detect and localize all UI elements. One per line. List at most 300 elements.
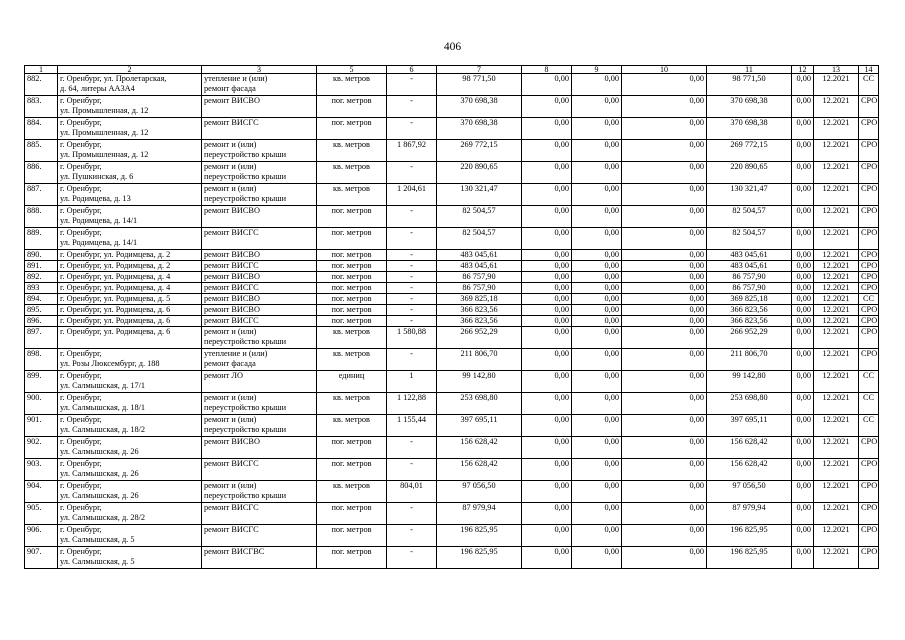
budget-cell: 0,00 xyxy=(572,305,622,316)
row-number-cell: 903. xyxy=(25,459,58,481)
local-budget-cell: 0,00 xyxy=(622,283,707,294)
work-type-cell-line: ремонт ВИСГВС xyxy=(204,547,265,556)
local-budget-cell: 0,00 xyxy=(622,525,707,547)
other-funds-cell: 0,00 xyxy=(792,96,814,118)
repair-schedule-table xyxy=(24,65,879,569)
other-funds-cell: 0,00 xyxy=(792,250,814,261)
address-cell xyxy=(58,206,202,228)
total-cost-cell: 156 628,42 xyxy=(437,459,522,481)
work-type-cell xyxy=(202,228,317,250)
deadline-cell: 12.2021 xyxy=(814,415,859,437)
budget-cell: 0,00 xyxy=(572,272,622,283)
other-funds-cell: 0,00 xyxy=(792,305,814,316)
fund-cell: 0,00 xyxy=(522,371,572,393)
address-cell-line: г. Оренбург, xyxy=(60,415,102,424)
method-cell: СС xyxy=(859,393,879,415)
other-funds-cell: 0,00 xyxy=(792,415,814,437)
work-type-cell-line: ремонт ВИСВО xyxy=(204,206,260,215)
table-row xyxy=(25,481,879,503)
budget-cell: 0,00 xyxy=(572,140,622,162)
unit-cell: пог. метров xyxy=(317,294,387,305)
table-row xyxy=(25,294,879,305)
address-cell xyxy=(58,349,202,371)
deadline-cell: 12.2021 xyxy=(814,96,859,118)
total-cost-cell: 483 045,61 xyxy=(437,261,522,272)
method-cell: СС xyxy=(859,74,879,96)
method-cell: СРО xyxy=(859,228,879,250)
fund-cell: 0,00 xyxy=(522,437,572,459)
row-number-cell: 902. xyxy=(25,437,58,459)
unit-cell: кв. метров xyxy=(317,162,387,184)
table-row xyxy=(25,162,879,184)
quantity-cell: - xyxy=(387,349,437,371)
table-row xyxy=(25,96,879,118)
address-cell xyxy=(58,261,202,272)
total-cost-cell: 156 628,42 xyxy=(437,437,522,459)
method-cell: СС xyxy=(859,294,879,305)
address-cell-line: г. Оренбург, ул. Родимцева, д. 5 xyxy=(60,294,171,303)
address-cell-line: ул. Салмышская, д. 18/2 xyxy=(60,425,146,434)
address-cell-line: г. Оренбург, xyxy=(60,547,102,556)
local-budget-cell: 0,00 xyxy=(622,140,707,162)
fund-cell: 0,00 xyxy=(522,547,572,569)
deadline-cell: 12.2021 xyxy=(814,349,859,371)
method-cell: СРО xyxy=(859,96,879,118)
unit-cell: кв. метров xyxy=(317,327,387,349)
owner-funds-cell: 82 504,57 xyxy=(707,228,792,250)
method-cell: СРО xyxy=(859,349,879,371)
local-budget-cell: 0,00 xyxy=(622,327,707,349)
work-type-cell-line: ремонт ВИСГС xyxy=(204,525,259,534)
local-budget-cell: 0,00 xyxy=(622,349,707,371)
unit-cell: пог. метров xyxy=(317,459,387,481)
unit-cell: пог. метров xyxy=(317,206,387,228)
method-cell: СРО xyxy=(859,140,879,162)
deadline-cell: 12.2021 xyxy=(814,305,859,316)
fund-cell: 0,00 xyxy=(522,283,572,294)
unit-cell: кв. метров xyxy=(317,184,387,206)
deadline-cell: 12.2021 xyxy=(814,261,859,272)
budget-cell: 0,00 xyxy=(572,327,622,349)
total-cost-cell: 97 056,50 xyxy=(437,481,522,503)
address-cell-line: г. Оренбург, xyxy=(60,206,102,215)
address-cell-line: г. Оренбург, xyxy=(60,371,102,380)
work-type-cell-line: ремонт фасада xyxy=(204,84,256,93)
address-cell-line: г. Оренбург, ул. Родимцева, д. 4 xyxy=(60,272,171,281)
method-cell: СРО xyxy=(859,250,879,261)
unit-cell: кв. метров xyxy=(317,481,387,503)
row-number-cell: 894. xyxy=(25,294,58,305)
local-budget-cell: 0,00 xyxy=(622,250,707,261)
work-type-cell xyxy=(202,96,317,118)
work-type-cell-line: утепление и (или) xyxy=(204,74,268,83)
unit-cell: единиц xyxy=(317,371,387,393)
unit-cell: пог. метров xyxy=(317,261,387,272)
other-funds-cell: 0,00 xyxy=(792,118,814,140)
row-number-cell: 884. xyxy=(25,118,58,140)
unit-cell: пог. метров xyxy=(317,437,387,459)
table-row xyxy=(25,305,879,316)
owner-funds-cell: 220 890,65 xyxy=(707,162,792,184)
local-budget-cell: 0,00 xyxy=(622,294,707,305)
deadline-cell: 12.2021 xyxy=(814,228,859,250)
row-number-cell: 889. xyxy=(25,228,58,250)
work-type-cell xyxy=(202,118,317,140)
address-cell-line: г. Оренбург, ул. Родимцева, д. 4 xyxy=(60,283,171,292)
other-funds-cell: 0,00 xyxy=(792,162,814,184)
fund-cell: 0,00 xyxy=(522,481,572,503)
local-budget-cell: 0,00 xyxy=(622,206,707,228)
other-funds-cell: 0,00 xyxy=(792,272,814,283)
owner-funds-cell: 366 823,56 xyxy=(707,305,792,316)
deadline-cell: 12.2021 xyxy=(814,547,859,569)
deadline-cell: 12.2021 xyxy=(814,503,859,525)
total-cost-cell: 266 952,29 xyxy=(437,327,522,349)
deadline-cell: 12.2021 xyxy=(814,283,859,294)
address-cell-line: г. Оренбург, xyxy=(60,393,102,402)
quantity-cell: - xyxy=(387,261,437,272)
owner-funds-cell: 97 056,50 xyxy=(707,481,792,503)
unit-cell: кв. метров xyxy=(317,393,387,415)
address-cell xyxy=(58,316,202,327)
work-type-cell-line: ремонт и (или) xyxy=(204,184,257,193)
owner-funds-cell: 130 321,47 xyxy=(707,184,792,206)
owner-funds-cell: 156 628,42 xyxy=(707,437,792,459)
method-cell: СРО xyxy=(859,316,879,327)
other-funds-cell: 0,00 xyxy=(792,74,814,96)
owner-funds-cell: 483 045,61 xyxy=(707,261,792,272)
table-row xyxy=(25,371,879,393)
work-type-cell-line: переустройство крыши xyxy=(204,491,287,500)
fund-cell: 0,00 xyxy=(522,305,572,316)
work-type-cell-line: ремонт и (или) xyxy=(204,162,257,171)
deadline-cell: 12.2021 xyxy=(814,184,859,206)
address-cell xyxy=(58,96,202,118)
method-cell: СРО xyxy=(859,525,879,547)
page-number: 406 xyxy=(443,41,462,53)
address-cell-line: ул. Пушкинская, д. 6 xyxy=(60,172,134,181)
deadline-cell: 12.2021 xyxy=(814,371,859,393)
owner-funds-cell: 366 823,56 xyxy=(707,316,792,327)
local-budget-cell: 0,00 xyxy=(622,459,707,481)
work-type-cell-line: переустройство крыши xyxy=(204,337,287,346)
row-number-cell: 900. xyxy=(25,393,58,415)
unit-cell: пог. метров xyxy=(317,118,387,140)
row-number-cell: 895. xyxy=(25,305,58,316)
table-row xyxy=(25,437,879,459)
total-cost-cell: 87 979,94 xyxy=(437,503,522,525)
column-number: 8 xyxy=(522,66,572,74)
row-number-cell: 891. xyxy=(25,261,58,272)
address-cell-line: г. Оренбург, ул. Родимцева, д. 2 xyxy=(60,261,171,270)
address-cell-line: ул. Родимцева, д. 14/1 xyxy=(60,238,138,247)
local-budget-cell: 0,00 xyxy=(622,503,707,525)
table-row xyxy=(25,250,879,261)
quantity-cell: 1 867,92 xyxy=(387,140,437,162)
quantity-cell: 804,01 xyxy=(387,481,437,503)
address-cell xyxy=(58,437,202,459)
address-cell-line: г. Оренбург, xyxy=(60,162,102,171)
fund-cell: 0,00 xyxy=(522,162,572,184)
address-cell-line: г. Оренбург, ул. Родимцева, д. 6 xyxy=(60,327,171,336)
address-cell xyxy=(58,305,202,316)
table-row xyxy=(25,525,879,547)
address-cell xyxy=(58,525,202,547)
row-number-cell: 885. xyxy=(25,140,58,162)
owner-funds-cell: 86 757,90 xyxy=(707,283,792,294)
quantity-cell: - xyxy=(387,228,437,250)
address-cell-line: г. Оренбург, ул. Родимцева, д. 6 xyxy=(60,316,171,325)
column-number: 12 xyxy=(792,66,814,74)
row-number-cell: 896. xyxy=(25,316,58,327)
column-number-row xyxy=(25,66,879,74)
address-cell-line: ул. Промышленная, д. 12 xyxy=(60,150,149,159)
row-number-cell: 886. xyxy=(25,162,58,184)
address-cell xyxy=(58,184,202,206)
other-funds-cell: 0,00 xyxy=(792,371,814,393)
address-cell xyxy=(58,228,202,250)
address-cell-line: ул. Салмышская, д. 18/1 xyxy=(60,403,146,412)
address-cell xyxy=(58,294,202,305)
work-type-cell-line: ремонт ВИСГС xyxy=(204,283,259,292)
total-cost-cell: 82 504,57 xyxy=(437,206,522,228)
local-budget-cell: 0,00 xyxy=(622,96,707,118)
column-number: 14 xyxy=(859,66,879,74)
table-row xyxy=(25,503,879,525)
address-cell-line: г. Оренбург, ул. Родимцева, д. 6 xyxy=(60,305,171,314)
address-cell xyxy=(58,371,202,393)
owner-funds-cell: 266 952,29 xyxy=(707,327,792,349)
deadline-cell: 12.2021 xyxy=(814,162,859,184)
unit-cell: пог. метров xyxy=(317,547,387,569)
other-funds-cell: 0,00 xyxy=(792,437,814,459)
total-cost-cell: 369 825,18 xyxy=(437,294,522,305)
quantity-cell: 1 204,61 xyxy=(387,184,437,206)
owner-funds-cell: 370 698,38 xyxy=(707,96,792,118)
budget-cell: 0,00 xyxy=(572,415,622,437)
work-type-cell-line: ремонт фасада xyxy=(204,359,256,368)
work-type-cell xyxy=(202,415,317,437)
owner-funds-cell: 397 695,11 xyxy=(707,415,792,437)
deadline-cell: 12.2021 xyxy=(814,118,859,140)
unit-cell: пог. метров xyxy=(317,96,387,118)
fund-cell: 0,00 xyxy=(522,74,572,96)
total-cost-cell: 86 757,90 xyxy=(437,272,522,283)
deadline-cell: 12.2021 xyxy=(814,316,859,327)
total-cost-cell: 82 504,57 xyxy=(437,228,522,250)
address-cell xyxy=(58,393,202,415)
fund-cell: 0,00 xyxy=(522,96,572,118)
method-cell: СРО xyxy=(859,283,879,294)
deadline-cell: 12.2021 xyxy=(814,294,859,305)
table-row xyxy=(25,140,879,162)
local-budget-cell: 0,00 xyxy=(622,162,707,184)
method-cell: СРО xyxy=(859,206,879,228)
address-cell-line: г. Оренбург, ул. Родимцева, д. 2 xyxy=(60,250,171,259)
fund-cell: 0,00 xyxy=(522,118,572,140)
table-row xyxy=(25,118,879,140)
quantity-cell: - xyxy=(387,503,437,525)
other-funds-cell: 0,00 xyxy=(792,481,814,503)
work-type-cell-line: переустройство крыши xyxy=(204,425,287,434)
work-type-cell-line: ремонт ВИСГС xyxy=(204,118,259,127)
budget-cell: 0,00 xyxy=(572,74,622,96)
address-cell-line: г. Оренбург, xyxy=(60,481,102,490)
deadline-cell: 12.2021 xyxy=(814,481,859,503)
total-cost-cell: 370 698,38 xyxy=(437,118,522,140)
fund-cell: 0,00 xyxy=(522,250,572,261)
local-budget-cell: 0,00 xyxy=(622,184,707,206)
table-row xyxy=(25,327,879,349)
unit-cell: пог. метров xyxy=(317,316,387,327)
work-type-cell xyxy=(202,459,317,481)
work-type-cell xyxy=(202,74,317,96)
owner-funds-cell: 87 979,94 xyxy=(707,503,792,525)
budget-cell: 0,00 xyxy=(572,503,622,525)
address-cell-line: г. Оренбург, xyxy=(60,459,102,468)
fund-cell: 0,00 xyxy=(522,415,572,437)
row-number-cell: 904. xyxy=(25,481,58,503)
fund-cell: 0,00 xyxy=(522,261,572,272)
fund-cell: 0,00 xyxy=(522,228,572,250)
total-cost-cell: 211 806,70 xyxy=(437,349,522,371)
address-cell-line: ул. Промышленная, д. 12 xyxy=(60,106,149,115)
row-number-cell: 907. xyxy=(25,547,58,569)
owner-funds-cell: 99 142,80 xyxy=(707,371,792,393)
address-cell xyxy=(58,547,202,569)
deadline-cell: 12.2021 xyxy=(814,272,859,283)
total-cost-cell: 86 757,90 xyxy=(437,283,522,294)
method-cell: СРО xyxy=(859,272,879,283)
budget-cell: 0,00 xyxy=(572,371,622,393)
method-cell: СРО xyxy=(859,481,879,503)
work-type-cell-line: ремонт ЛО xyxy=(204,371,243,380)
work-type-cell-line: утепление и (или) xyxy=(204,349,268,358)
quantity-cell: - xyxy=(387,96,437,118)
table-row xyxy=(25,272,879,283)
column-number: 11 xyxy=(707,66,792,74)
row-number-cell: 882. xyxy=(25,74,58,96)
work-type-cell-line: ремонт и (или) xyxy=(204,481,257,490)
budget-cell: 0,00 xyxy=(572,118,622,140)
row-number-cell: 897. xyxy=(25,327,58,349)
address-cell xyxy=(58,74,202,96)
work-type-cell-line: ремонт ВИСВО xyxy=(204,437,260,446)
other-funds-cell: 0,00 xyxy=(792,459,814,481)
budget-cell: 0,00 xyxy=(572,250,622,261)
address-cell-line: г. Оренбург, xyxy=(60,349,102,358)
deadline-cell: 12.2021 xyxy=(814,327,859,349)
work-type-cell xyxy=(202,393,317,415)
quantity-cell: - xyxy=(387,74,437,96)
address-cell xyxy=(58,162,202,184)
unit-cell: пог. метров xyxy=(317,305,387,316)
address-cell-line: д. 64, литеры АА3А4 xyxy=(60,84,135,93)
work-type-cell-line: переустройство крыши xyxy=(204,403,287,412)
work-type-cell-line: ремонт ВИСВО xyxy=(204,305,260,314)
local-budget-cell: 0,00 xyxy=(622,371,707,393)
method-cell: СРО xyxy=(859,305,879,316)
method-cell: СРО xyxy=(859,547,879,569)
work-type-cell-line: ремонт и (или) xyxy=(204,327,257,336)
owner-funds-cell: 369 825,18 xyxy=(707,294,792,305)
method-cell: СС xyxy=(859,415,879,437)
quantity-cell: - xyxy=(387,459,437,481)
work-type-cell xyxy=(202,261,317,272)
quantity-cell: 1 155,44 xyxy=(387,415,437,437)
column-number: 6 xyxy=(387,66,437,74)
other-funds-cell: 0,00 xyxy=(792,393,814,415)
address-cell-line: г. Оренбург, xyxy=(60,96,102,105)
owner-funds-cell: 98 771,50 xyxy=(707,74,792,96)
quantity-cell: - xyxy=(387,547,437,569)
deadline-cell: 12.2021 xyxy=(814,250,859,261)
work-type-cell-line: ремонт ВИСВО xyxy=(204,250,260,259)
row-number-cell: 906. xyxy=(25,525,58,547)
local-budget-cell: 0,00 xyxy=(622,481,707,503)
work-type-cell-line: переустройство крыши xyxy=(204,150,287,159)
quantity-cell: 1 xyxy=(387,371,437,393)
work-type-cell-line: ремонт ВИСВО xyxy=(204,96,260,105)
work-type-cell xyxy=(202,283,317,294)
work-type-cell xyxy=(202,250,317,261)
budget-cell: 0,00 xyxy=(572,206,622,228)
work-type-cell xyxy=(202,503,317,525)
local-budget-cell: 0,00 xyxy=(622,228,707,250)
unit-cell: кв. метров xyxy=(317,349,387,371)
other-funds-cell: 0,00 xyxy=(792,547,814,569)
fund-cell: 0,00 xyxy=(522,140,572,162)
address-cell-line: ул. Салмышская, д. 28/2 xyxy=(60,513,146,522)
budget-cell: 0,00 xyxy=(572,437,622,459)
local-budget-cell: 0,00 xyxy=(622,305,707,316)
work-type-cell xyxy=(202,481,317,503)
table-row xyxy=(25,393,879,415)
unit-cell: пог. метров xyxy=(317,283,387,294)
total-cost-cell: 370 698,38 xyxy=(437,96,522,118)
other-funds-cell: 0,00 xyxy=(792,283,814,294)
table-row xyxy=(25,459,879,481)
table-row xyxy=(25,228,879,250)
work-type-cell xyxy=(202,305,317,316)
total-cost-cell: 253 698,80 xyxy=(437,393,522,415)
budget-cell: 0,00 xyxy=(572,184,622,206)
other-funds-cell: 0,00 xyxy=(792,327,814,349)
address-cell xyxy=(58,481,202,503)
table-row xyxy=(25,74,879,96)
local-budget-cell: 0,00 xyxy=(622,547,707,569)
budget-cell: 0,00 xyxy=(572,162,622,184)
method-cell: СС xyxy=(859,371,879,393)
column-number: 13 xyxy=(814,66,859,74)
work-type-cell xyxy=(202,547,317,569)
row-number-cell: 899. xyxy=(25,371,58,393)
owner-funds-cell: 82 504,57 xyxy=(707,206,792,228)
owner-funds-cell: 196 825,95 xyxy=(707,547,792,569)
other-funds-cell: 0,00 xyxy=(792,316,814,327)
fund-cell: 0,00 xyxy=(522,349,572,371)
address-cell-line: ул. Салмышская, д. 5 xyxy=(60,557,135,566)
row-number-cell: 893 xyxy=(25,283,58,294)
address-cell xyxy=(58,250,202,261)
unit-cell: пог. метров xyxy=(317,250,387,261)
unit-cell: кв. метров xyxy=(317,415,387,437)
work-type-cell xyxy=(202,294,317,305)
total-cost-cell: 196 825,95 xyxy=(437,547,522,569)
deadline-cell: 12.2021 xyxy=(814,437,859,459)
address-cell-line: ул. Розы Люксембург, д. 188 xyxy=(60,359,160,368)
owner-funds-cell: 156 628,42 xyxy=(707,459,792,481)
